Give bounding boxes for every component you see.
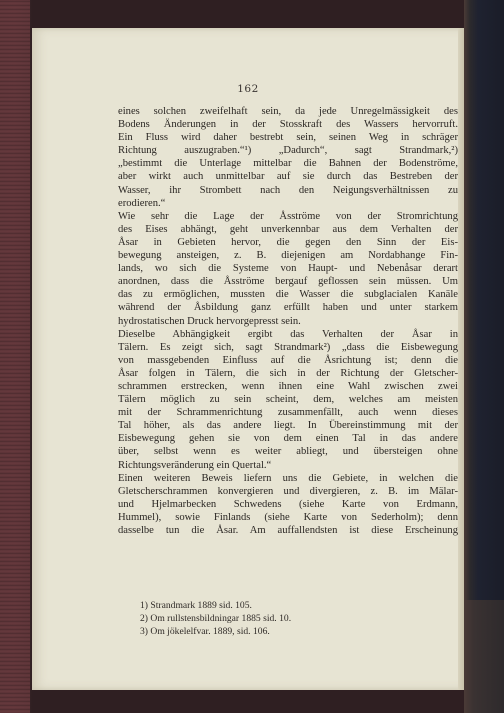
book-page <box>32 28 464 690</box>
text-line: Tälern möglich zu sein scheint, dem, welches am meisten <box>118 394 458 406</box>
paragraph-4 <box>118 472 458 537</box>
text-line: „bestimmt die Unterlage mittelbar die Bahnen der Bodenströme, <box>118 158 458 170</box>
text-line: über, selbst wenn es weiter abliegt, und übersteigen ohne <box>118 446 458 458</box>
text-line: mit der Schrammenrichtung zusammenfällt, auch wenn dieses <box>118 407 458 419</box>
text-line: lands, wo sich die Systeme von Haupt- und Nebenåsar derart <box>118 263 458 275</box>
paragraph-1 <box>118 105 458 210</box>
text-line: schrammen erstrecken, wenn ihnen eine Wahl zwischen zwei <box>118 380 458 392</box>
text-line: Hummel), sowie Finlands (siehe Karte von Sederholm); denn <box>118 511 458 523</box>
text-line: Ein Fluss wird daher bestrebt sein, seinen Weg in schräger <box>118 132 458 144</box>
text-line: während der Åsbildung ganz erfüllt haben und unter starkem <box>118 302 458 314</box>
text-line: anordnen, dass die Åsströme bergauf geflossen sein müssen. Um <box>118 276 458 288</box>
text-line: Richtungsveränderung ein Quertal.“ <box>118 459 272 471</box>
footnote-3: 3) Om jökelelfvar. 1889, sid. 106. <box>140 626 270 638</box>
text-line: Eisbewegung gehen sie von dem einen Tal in das andere <box>118 433 458 445</box>
book-cover-right-edge <box>464 600 504 713</box>
text-line: Tälern. Es zeigt sich, sagt Strandmark²) „dass die Eisbewegung <box>118 341 458 353</box>
paragraph-3 <box>118 328 458 472</box>
text-line: des Eises abhängt, geht unverkennbar aus dem Verhalten der <box>118 223 458 235</box>
text-line: eines solchen zweifelhaft sein, da jede Unregelmässigkeit des <box>118 106 458 117</box>
paragraph-2 <box>118 210 458 328</box>
text-line: Wie sehr die Lage der Åsströme von der Stromrichtung <box>118 210 458 222</box>
text-line: Åsar in Gebieten hervor, die gegen den Sinn der Eis- <box>118 236 458 248</box>
body-text <box>118 105 458 537</box>
text-line: das zu ermöglichen, mussten die Wasser die subglacialen Kanäle <box>118 289 458 301</box>
text-line: erodieren.“ <box>118 197 166 209</box>
text-line: aber wirkt auch unmittelbar auf sie durch das Bestreben der <box>118 171 458 183</box>
text-line: dasselbe tun die Åsar. Am auffallendsten ist diese Erscheinung <box>118 525 458 536</box>
text-line: von massgebenden Einfluss auf die Åsrichtung ist; denn die <box>118 354 458 366</box>
page-fore-edge <box>458 28 464 690</box>
text-line: Wasser, ihr Strombett nach den Neigungsverhältnissen zu <box>118 184 458 196</box>
text-line: und Hjelmarbecken Schwedens (siehe Karte von Erdmann, <box>118 498 458 510</box>
footnote-2: 2) Om rullstensbildningar 1885 sid. 10. <box>140 613 292 625</box>
text-line: Åsar folgen in Tälern, die sich in der Richtung der Gletscher- <box>118 367 458 379</box>
text-line: bewegung ansteigen, z. B. diejenigen am Nordabhange Fin- <box>118 250 458 262</box>
footnote-1: 1) Strandmark 1889 sid. 105. <box>140 600 252 611</box>
text-line: Einen weiteren Beweis liefern uns die Gebiete, in welchen die <box>118 472 458 484</box>
text-line: Gletscherschrammen konvergieren und divergieren, z. B. im Mälar- <box>118 485 458 497</box>
text-line: Dieselbe Abhängigkeit ergibt das Verhalten der Åsar in <box>118 328 458 340</box>
book-cover-left-edge <box>0 0 30 713</box>
page-number: 162 <box>237 83 259 95</box>
text-line: hydrostatischen Druck hervorgepresst sein. <box>118 315 301 327</box>
footnotes <box>140 599 440 639</box>
text-line: Richtung auszugraben.“¹) „Dadurch“, sagt Strandmark,²) <box>118 145 458 157</box>
text-line: Tal höher, als das andere liegt. In Übereinstimmung mit der <box>118 420 458 432</box>
text-line: Bodens Änderungen in der Stosskraft des Wassers hervorruft. <box>118 119 458 131</box>
